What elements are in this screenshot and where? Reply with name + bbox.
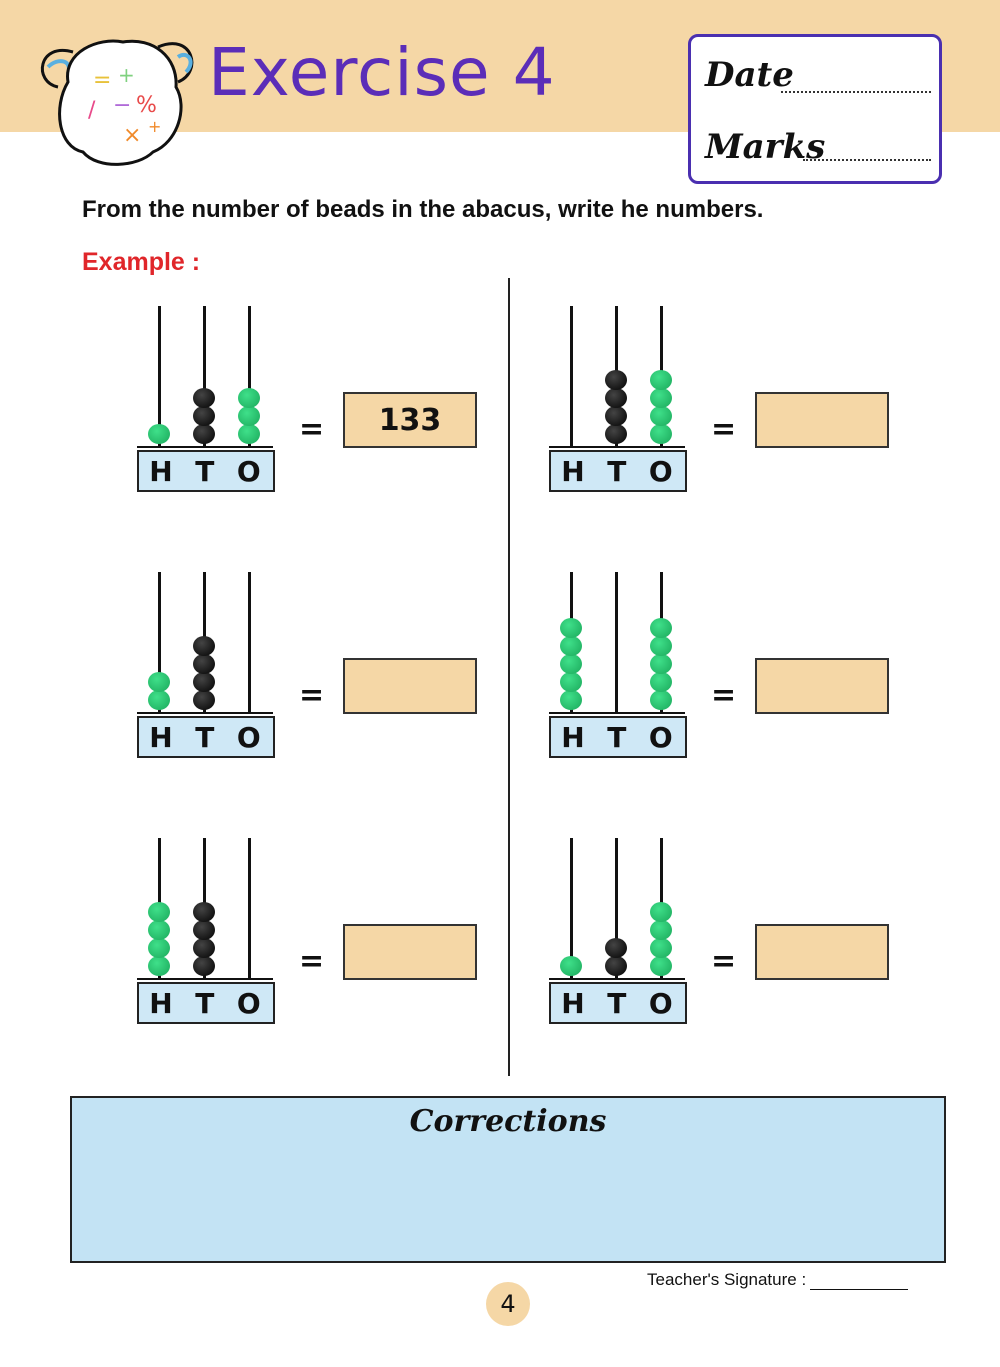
bead-hundreds: [148, 956, 170, 976]
page-number: 4: [486, 1282, 530, 1326]
bead-ones: [650, 938, 672, 958]
place-value-label: [137, 716, 275, 758]
equals-sign: =: [711, 412, 737, 447]
bead-tens: [193, 636, 215, 656]
date-input-line[interactable]: [781, 91, 931, 93]
answer-box[interactable]: [755, 658, 889, 714]
place-label-ones: O: [236, 986, 263, 1020]
column-divider: [508, 278, 510, 1076]
place-label-ones: O: [648, 454, 675, 488]
marks-label: Marks: [705, 127, 826, 167]
mascot-icon: [28, 12, 203, 174]
equals-sign: =: [299, 678, 325, 713]
bead-tens: [193, 938, 215, 958]
place-label-hundreds: H: [561, 720, 587, 754]
abacus-item-q3: [549, 566, 909, 766]
bead-ones: [238, 424, 260, 444]
answer-box[interactable]: [343, 658, 477, 714]
bead-tens: [193, 672, 215, 692]
bead-tens: [605, 370, 627, 390]
svg-text:×: ×: [123, 123, 142, 148]
bead-hundreds: [560, 690, 582, 710]
svg-text:+: +: [118, 63, 135, 87]
bead-ones: [650, 424, 672, 444]
place-label-hundreds: H: [149, 720, 175, 754]
svg-text:/: /: [88, 98, 96, 123]
abacus-rod-tens: [615, 572, 618, 712]
svg-text:+: +: [148, 117, 162, 136]
abacus-item-q1: [549, 300, 909, 500]
bead-tens: [193, 920, 215, 940]
exercise-title: Exercise 4: [208, 34, 556, 111]
abacus-item-q4: [137, 832, 497, 1032]
bead-ones: [650, 672, 672, 692]
bead-tens: [605, 388, 627, 408]
abacus-item-q2: [137, 566, 497, 766]
place-label-hundreds: H: [149, 986, 175, 1020]
abacus-base-line: [549, 446, 685, 448]
bead-tens: [605, 938, 627, 958]
bead-ones: [650, 636, 672, 656]
example-label: Example :: [82, 248, 201, 276]
abacus-rod-hundreds: [570, 306, 573, 446]
bead-tens: [193, 902, 215, 922]
signature-label: Teacher's Signature :: [647, 1270, 807, 1289]
bead-hundreds: [148, 424, 170, 444]
bead-hundreds: [148, 690, 170, 710]
bead-hundreds: [560, 672, 582, 692]
bead-hundreds: [560, 618, 582, 638]
bead-tens: [193, 956, 215, 976]
place-label-tens: T: [607, 986, 629, 1020]
bead-ones: [650, 956, 672, 976]
answer-box: 133: [343, 392, 477, 448]
corrections-box[interactable]: [70, 1096, 946, 1263]
equals-sign: =: [299, 412, 325, 447]
bead-ones: [650, 388, 672, 408]
bead-hundreds: [560, 654, 582, 674]
bead-ones: [650, 920, 672, 940]
abacus-rod-ones: [248, 572, 251, 712]
teacher-signature: [647, 1270, 908, 1290]
equals-sign: =: [299, 944, 325, 979]
svg-text:=: =: [93, 68, 112, 93]
bead-ones: [650, 902, 672, 922]
bead-tens: [605, 406, 627, 426]
place-value-label: [137, 982, 275, 1024]
bead-tens: [193, 388, 215, 408]
place-label-tens: T: [195, 720, 217, 754]
bead-tens: [193, 690, 215, 710]
place-label-tens: T: [195, 454, 217, 488]
bead-tens: [193, 654, 215, 674]
svg-text:−: −: [113, 93, 132, 118]
bead-tens: [605, 956, 627, 976]
bead-tens: [193, 424, 215, 444]
place-label-ones: O: [236, 454, 263, 488]
place-label-hundreds: H: [149, 454, 175, 488]
bead-ones: [238, 388, 260, 408]
answer-box[interactable]: [755, 924, 889, 980]
place-value-label: [137, 450, 275, 492]
bead-hundreds: [148, 920, 170, 940]
bead-tens: [193, 406, 215, 426]
place-label-tens: T: [607, 720, 629, 754]
date-marks-box: [688, 34, 942, 184]
marks-input-line[interactable]: [803, 159, 931, 161]
bead-hundreds: [560, 956, 582, 976]
signature-line[interactable]: [810, 1289, 908, 1290]
bead-hundreds: [148, 902, 170, 922]
answer-box[interactable]: [343, 924, 477, 980]
place-label-hundreds: H: [561, 454, 587, 488]
place-label-ones: O: [648, 720, 675, 754]
abacus-base-line: [137, 712, 273, 714]
bead-ones: [650, 690, 672, 710]
bead-hundreds: [560, 636, 582, 656]
place-label-tens: T: [607, 454, 629, 488]
svg-text:%: %: [136, 93, 157, 118]
bead-tens: [605, 424, 627, 444]
abacus-item-example: [137, 300, 497, 500]
abacus-item-q5: [549, 832, 909, 1032]
place-label-ones: O: [648, 986, 675, 1020]
instruction-text: From the number of beads in the abacus, write he numbers.: [82, 196, 764, 223]
abacus-base-line: [137, 446, 273, 448]
equals-sign: =: [711, 678, 737, 713]
abacus-base-line: [549, 712, 685, 714]
bead-ones: [650, 406, 672, 426]
equals-sign: =: [711, 944, 737, 979]
bead-hundreds: [148, 672, 170, 692]
bead-ones: [650, 618, 672, 638]
bead-ones: [238, 406, 260, 426]
place-value-label: [549, 982, 687, 1024]
place-label-tens: T: [195, 986, 217, 1020]
bead-ones: [650, 370, 672, 390]
answer-box[interactable]: [755, 392, 889, 448]
place-label-hundreds: H: [561, 986, 587, 1020]
bead-hundreds: [148, 938, 170, 958]
corrections-title: Corrections: [409, 1104, 607, 1139]
place-value-label: [549, 450, 687, 492]
place-value-label: [549, 716, 687, 758]
place-label-ones: O: [236, 720, 263, 754]
abacus-rod-ones: [248, 838, 251, 978]
abacus-base-line: [137, 978, 273, 980]
bead-ones: [650, 654, 672, 674]
abacus-base-line: [549, 978, 685, 980]
date-label: Date: [705, 55, 794, 95]
